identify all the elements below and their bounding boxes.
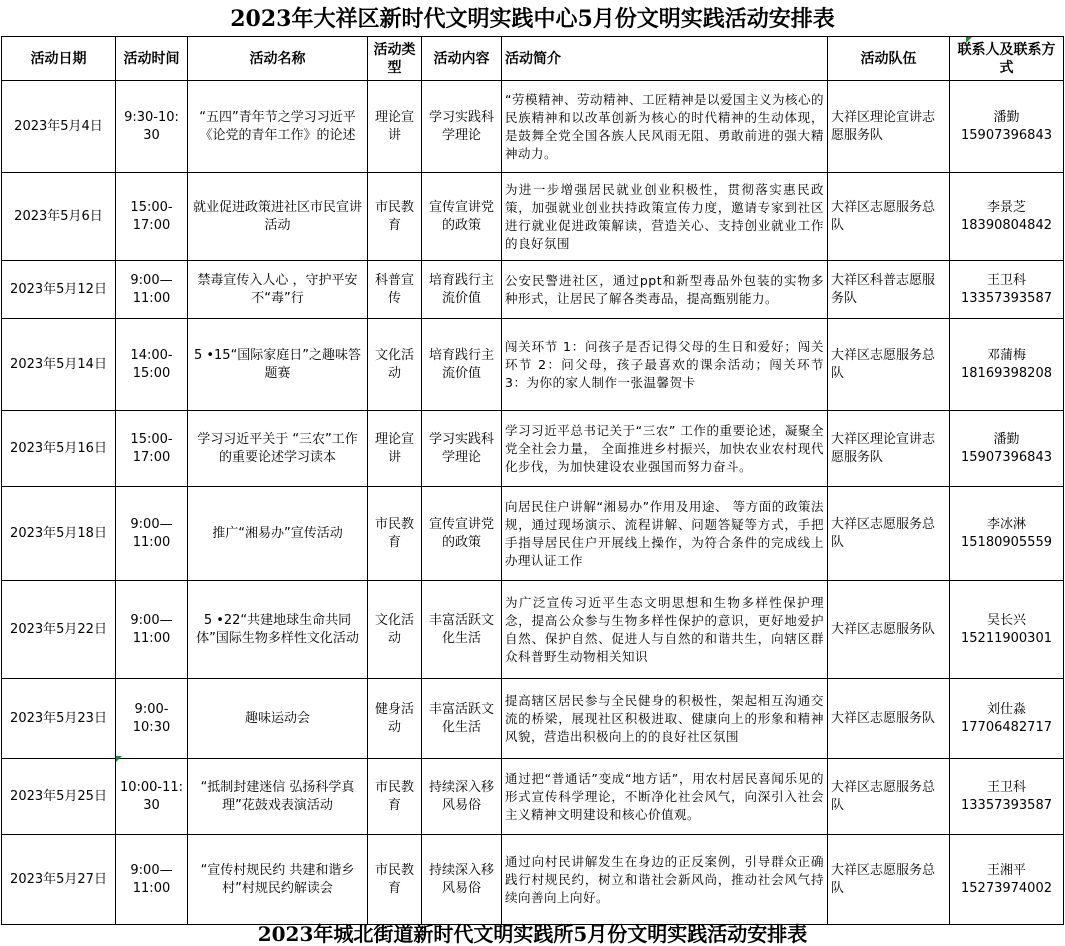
contact-person: 邓蒲梅 — [986, 347, 1026, 363]
activity-type: 文化活动 — [368, 581, 422, 679]
activity-date: 2023年5月12日 — [2, 261, 116, 319]
activity-content: 丰富活跃文化生活 — [422, 679, 502, 759]
contact-person: 吴长兴 — [986, 612, 1026, 628]
activity-date: 2023年5月27日 — [2, 835, 116, 925]
table-row — [2, 261, 1064, 319]
activity-type: 市民教育 — [368, 173, 422, 261]
table-row — [2, 581, 1064, 679]
contact-phone: 18390804842 — [961, 217, 1052, 233]
activity-intro: “劳模精神、劳动精神、工匠精神是以爱国主义为核心的民族精神和以改革创新为核心的时代精神的生动体现，是鼓舞全党全国各族人民风雨无阻、勇敢前进的强大精神动力。 — [502, 81, 828, 173]
table-row — [2, 173, 1064, 261]
activity-content: 培育践行主流价值 — [422, 319, 502, 411]
activity-intro: 学习习近平总书记关于“三农” 工作的重要论述，凝聚全党全社会力量， 全面推进乡村振兴，加快农业农村现代化步伐，为加快建设农业强国而努力奋斗。 — [502, 411, 828, 487]
contact-phone: 13357393587 — [961, 797, 1052, 813]
activity-content: 宣传宣讲党的政策 — [422, 173, 502, 261]
activity-type: 健身活动 — [368, 679, 422, 759]
contact-person: 李冰淋 — [986, 516, 1026, 532]
activity-date: 2023年5月23日 — [2, 679, 116, 759]
activity-content: 宣传宣讲党的政策 — [422, 487, 502, 581]
activity-time: 10:00-11: 30 — [116, 759, 188, 835]
page-title: 2023年大祥区新时代文明实践中心5月份文明实践活动安排表 — [230, 6, 835, 32]
contact-phone: 15273974002 — [961, 880, 1052, 896]
table-row — [2, 411, 1064, 487]
activity-contact — [950, 759, 1064, 835]
activity-name: 5 •15“国际家庭日”之趣味答题赛 — [188, 319, 368, 411]
activity-contact — [950, 487, 1064, 581]
activity-name: 趣味运动会 — [188, 679, 368, 759]
contact-phone: 15180905559 — [961, 534, 1052, 550]
activity-type: 理论宣讲 — [368, 81, 422, 173]
activity-time: 15:00-17:00 — [116, 173, 188, 261]
activity-contact — [950, 319, 1064, 411]
activity-intro: 为进一步增强居民就业创业积极性，贯彻落实惠民政策，加强就业创业扶持政策宣传力度，邀请专家到社区进行就业促进政策解读，营造关心、支持创业就业工作的良好氛围 — [502, 173, 828, 261]
activity-type: 市民教育 — [368, 759, 422, 835]
activity-intro: 公安民警进社区，通过ppt和新型毒品外包装的实物多种形式，让居民了解各类毒品，提高甄别能力。 — [502, 261, 828, 319]
contact-person: 刘仕淼 — [986, 701, 1026, 717]
contact-person: 王卫科 — [986, 272, 1026, 288]
activity-type: 文化活动 — [368, 319, 422, 411]
activity-name: 5 •22“共建地球生命共同体”国际生物多样性文化活动 — [188, 581, 368, 679]
activity-date: 2023年5月18日 — [2, 487, 116, 581]
contact-phone: 15211900301 — [961, 630, 1052, 646]
table-row — [2, 835, 1064, 925]
contact-person: 李景芝 — [986, 199, 1026, 215]
activity-time: 9:00—11:00 — [116, 487, 188, 581]
header-intro: 活动简介 — [502, 37, 828, 81]
activity-contact — [950, 411, 1064, 487]
activity-team: 大祥区志愿服务总队 — [828, 487, 950, 581]
cell-comment-marker — [966, 37, 972, 43]
table-row — [2, 679, 1064, 759]
activity-contact — [950, 679, 1064, 759]
activity-intro: 提高辖区居民参与全民健身的积极性，架起相互沟通交流的桥梁，展现社区积极进取、健康向上的形象和精神风貌，营造出积极向上的的良好社区氛围 — [502, 679, 828, 759]
activity-team: 大祥区志愿服务总队 — [828, 835, 950, 925]
activity-team: 大祥区理论宣讲志愿服务队 — [828, 81, 950, 173]
activity-time: 9:00—11:00 — [116, 261, 188, 319]
activity-name: “五四”青年节之学习习近平《论党的青年工作》的论述 — [188, 81, 368, 173]
cell-comment-marker — [116, 756, 122, 762]
activity-team: 大祥区志愿服务总队 — [828, 173, 950, 261]
activity-team: 大祥区科普志愿服务队 — [828, 261, 950, 319]
header-type: 活动类型 — [368, 37, 422, 81]
activity-name: 推广“湘易办”宣传活动 — [188, 487, 368, 581]
activity-type: 理论宣讲 — [368, 411, 422, 487]
table-row — [2, 759, 1064, 835]
activity-time: 9:30-10: 30 — [116, 81, 188, 173]
header-team: 活动队伍 — [828, 37, 950, 81]
activity-date: 2023年5月6日 — [2, 173, 116, 261]
activity-intro: 通过向村民讲解发生在身边的正反案例，引导群众正确践行村规民约，树立和谐社会新风尚，推动社会风气持续向善向上向好。 — [502, 835, 828, 925]
activity-content: 持续深入移风易俗 — [422, 835, 502, 925]
activity-time: 9:00—11:00 — [116, 835, 188, 925]
activity-name: “宣传村规民约 共建和谐乡村”村规民约解读会 — [188, 835, 368, 925]
activity-content: 丰富活跃文化生活 — [422, 581, 502, 679]
activity-type: 市民教育 — [368, 487, 422, 581]
table-row — [2, 319, 1064, 411]
activity-date: 2023年5月4日 — [2, 81, 116, 173]
contact-phone: 17706482717 — [961, 719, 1052, 735]
activity-team: 大祥区志愿服务总队 — [828, 319, 950, 411]
activity-name: 就业促进政策进社区市民宣讲活动 — [188, 173, 368, 261]
activity-date: 2023年5月14日 — [2, 319, 116, 411]
activity-time: 15:00-17:00 — [116, 411, 188, 487]
activity-intro: 闯关环节 1：问孩子是否记得父母的生日和爱好；闯关环节 2：问父母，孩子最喜欢的课余活动；闯关环节 3：为你的家人制作一张温馨贺卡 — [502, 319, 828, 411]
activity-date: 2023年5月16日 — [2, 411, 116, 487]
activity-time: 9:00—11:00 — [116, 581, 188, 679]
contact-person: 潘勤 — [993, 109, 1020, 125]
activity-team: 大祥区志愿服务队 — [828, 581, 950, 679]
contact-person: 王卫科 — [986, 779, 1026, 795]
header-contact: 联系人及联系方式 — [950, 37, 1064, 81]
activity-date: 2023年5月25日 — [2, 759, 116, 835]
activity-type: 市民教育 — [368, 835, 422, 925]
activity-content: 学习实践科学理论 — [422, 411, 502, 487]
activity-date: 2023年5月22日 — [2, 581, 116, 679]
activity-team: 大祥区志愿服务队 — [828, 679, 950, 759]
activity-team: 大祥区志愿服务总队 — [828, 759, 950, 835]
contact-phone: 18169398208 — [961, 365, 1052, 381]
activity-name: 禁毒宣传入人心 ，守护平安不“毒”行 — [188, 261, 368, 319]
activity-type: 科普宣传 — [368, 261, 422, 319]
activity-time: 14:00-15:00 — [116, 319, 188, 411]
contact-phone: 15907396843 — [961, 127, 1052, 143]
header-date: 活动日期 — [2, 37, 116, 81]
contact-phone: 13357393587 — [961, 290, 1052, 306]
activity-content: 学习实践科学理论 — [422, 81, 502, 173]
activity-intro: 向居民住户讲解“湘易办”作用及用途、 等方面的政策法规，通过现场演示、流程讲解、问题答疑等方式，手把手指导居民住户开展线上操作，为符合条件的完成线上办理认证工作 — [502, 487, 828, 581]
activity-intro: 为广泛宣传习近平生态文明思想和生物多样性保护理念，提高公众参与生物多样性保护的意识，更好地爱护自然、保护自然、促进人与自然的和谐共生，向辖区群众科普野生动物相关知识 — [502, 581, 828, 679]
contact-phone: 15907396843 — [961, 449, 1052, 465]
table-row — [2, 81, 1064, 173]
activity-contact — [950, 835, 1064, 925]
activity-contact — [950, 81, 1064, 173]
activity-time: 9:00-10:30 — [116, 679, 188, 759]
contact-person: 王湘平 — [986, 862, 1026, 878]
activity-contact — [950, 581, 1064, 679]
activity-name: 学习习近平关于 “三农”工作的重要论述学习读本 — [188, 411, 368, 487]
table-row — [2, 487, 1064, 581]
activity-content: 持续深入移风易俗 — [422, 759, 502, 835]
activity-name: “抵制封建迷信 弘扬科学真理”花鼓戏表演活动 — [188, 759, 368, 835]
header-row — [2, 37, 1064, 81]
next-table-title: 2023年城北街道新时代文明实践所5月份文明实践活动安排表 — [257, 922, 808, 946]
activity-contact — [950, 261, 1064, 319]
contact-person: 潘勤 — [993, 431, 1020, 447]
activity-team: 大祥区理论宣讲志愿服务队 — [828, 411, 950, 487]
activity-contact — [950, 173, 1064, 261]
header-name: 活动名称 — [188, 37, 368, 81]
header-time: 活动时间 — [116, 37, 188, 81]
activity-content: 培育践行主流价值 — [422, 261, 502, 319]
header-content: 活动内容 — [422, 37, 502, 81]
activity-schedule-table — [1, 36, 1064, 925]
activity-intro: 通过把“普通话”变成“地方话”，用农村居民喜闻乐见的形式宣传科学理论，不断净化社会风气，向深引入社会主义精神文明建设和核心价值观。 — [502, 759, 828, 835]
